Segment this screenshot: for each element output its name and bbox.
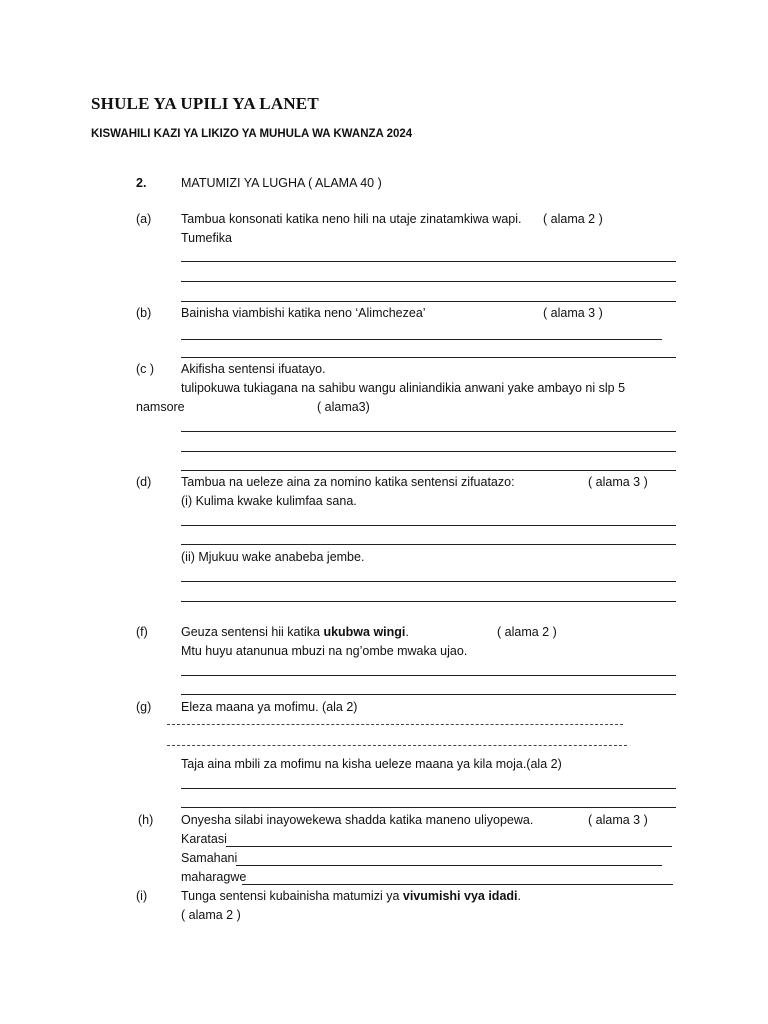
answer-line[interactable] (181, 357, 676, 358)
question-c-label: (c ) (136, 362, 155, 376)
question-g-label: (g) (136, 700, 152, 714)
question-f-marks: ( alama 2 ) (497, 625, 557, 639)
answer-line[interactable] (236, 865, 662, 866)
answer-line[interactable] (181, 261, 676, 262)
question-h-word-3: maharagwe (181, 870, 247, 884)
question-d-text: Tambua na ueleze aina za nomino katika sentensi zifuatazo: (181, 475, 515, 489)
answer-line[interactable] (181, 525, 676, 526)
question-b-text: Bainisha viambishi katika neno ‘Alimchezea’ (181, 306, 426, 320)
question-f-sentence: Mtu huyu atanunua mbuzi na ng’ombe mwaka ujao. (181, 644, 468, 658)
question-h-word-2: Samahani (181, 851, 238, 865)
answer-line[interactable] (181, 788, 676, 789)
question-c-marks: ( alama3) (317, 400, 370, 414)
question-f-text: Geuza sentensi hii katika ukubwa wingi. (181, 625, 409, 639)
question-d-sub-ii: (ii) Mjukuu wake anabeba jembe. (181, 550, 365, 564)
question-a-text: Tambua konsonati katika neno hili na utaje zinatamkiwa wapi. (181, 212, 522, 226)
answer-line[interactable] (181, 544, 676, 545)
answer-line[interactable] (181, 675, 676, 676)
question-c-sentence-continued: namsore (136, 400, 185, 414)
answer-line[interactable] (181, 281, 676, 282)
dashed-answer-line[interactable] (167, 724, 623, 725)
assignment-subtitle: KISWAHILI KAZI YA LIKIZO YA MUHULA WA KWANZA 2024 (91, 128, 413, 140)
answer-line[interactable] (181, 339, 662, 340)
question-h-word-1: Karatasi (181, 832, 227, 846)
question-i-text: Tunga sentensi kubainisha matumizi ya vivumishi vya idadi. (181, 889, 521, 903)
question-a-marks: ( alama 2 ) (543, 212, 603, 226)
answer-line[interactable] (181, 807, 676, 808)
question-d-marks: ( alama 3 ) (588, 475, 648, 489)
answer-line[interactable] (181, 451, 676, 452)
answer-line[interactable] (181, 431, 676, 432)
answer-line[interactable] (226, 846, 672, 847)
question-b-marks: ( alama 3 ) (543, 306, 603, 320)
question-i-label: (i) (136, 889, 148, 903)
question-a-word: Tumefika (181, 231, 232, 245)
dashed-answer-line[interactable] (167, 745, 627, 746)
answer-line[interactable] (242, 884, 673, 885)
answer-line[interactable] (181, 301, 676, 302)
question-h-label: (h) (138, 813, 154, 827)
question-c-text: Akifisha sentensi ifuatayo. (181, 362, 326, 376)
section-number: 2. (136, 176, 147, 190)
question-f-label: (f) (136, 625, 148, 639)
school-title: SHULE YA UPILI YA LANET (91, 94, 319, 113)
answer-line[interactable] (181, 694, 676, 695)
answer-line[interactable] (181, 470, 676, 471)
section-title: MATUMIZI YA LUGHA ( ALAMA 40 ) (181, 176, 382, 190)
question-a-label: (a) (136, 212, 152, 226)
question-h-marks: ( alama 3 ) (588, 813, 648, 827)
question-i-marks: ( alama 2 ) (181, 908, 241, 922)
question-b-label: (b) (136, 306, 152, 320)
answer-line[interactable] (181, 601, 676, 602)
question-d-label: (d) (136, 475, 152, 489)
question-d-sub-i: (i) Kulima kwake kulimfaa sana. (181, 494, 357, 508)
question-c-sentence: tulipokuwa tukiagana na sahibu wangu aliniandikia anwani yake ambayo ni slp 5 (181, 381, 626, 395)
question-g-text-2: Taja aina mbili za mofimu na kisha ueleze maana ya kila moja.(ala 2) (181, 757, 562, 771)
answer-line[interactable] (181, 581, 676, 582)
question-g-text: Eleza maana ya mofimu. (ala 2) (181, 700, 358, 714)
question-h-text: Onyesha silabi inayowekewa shadda katika maneno uliyopewa. (181, 813, 534, 827)
